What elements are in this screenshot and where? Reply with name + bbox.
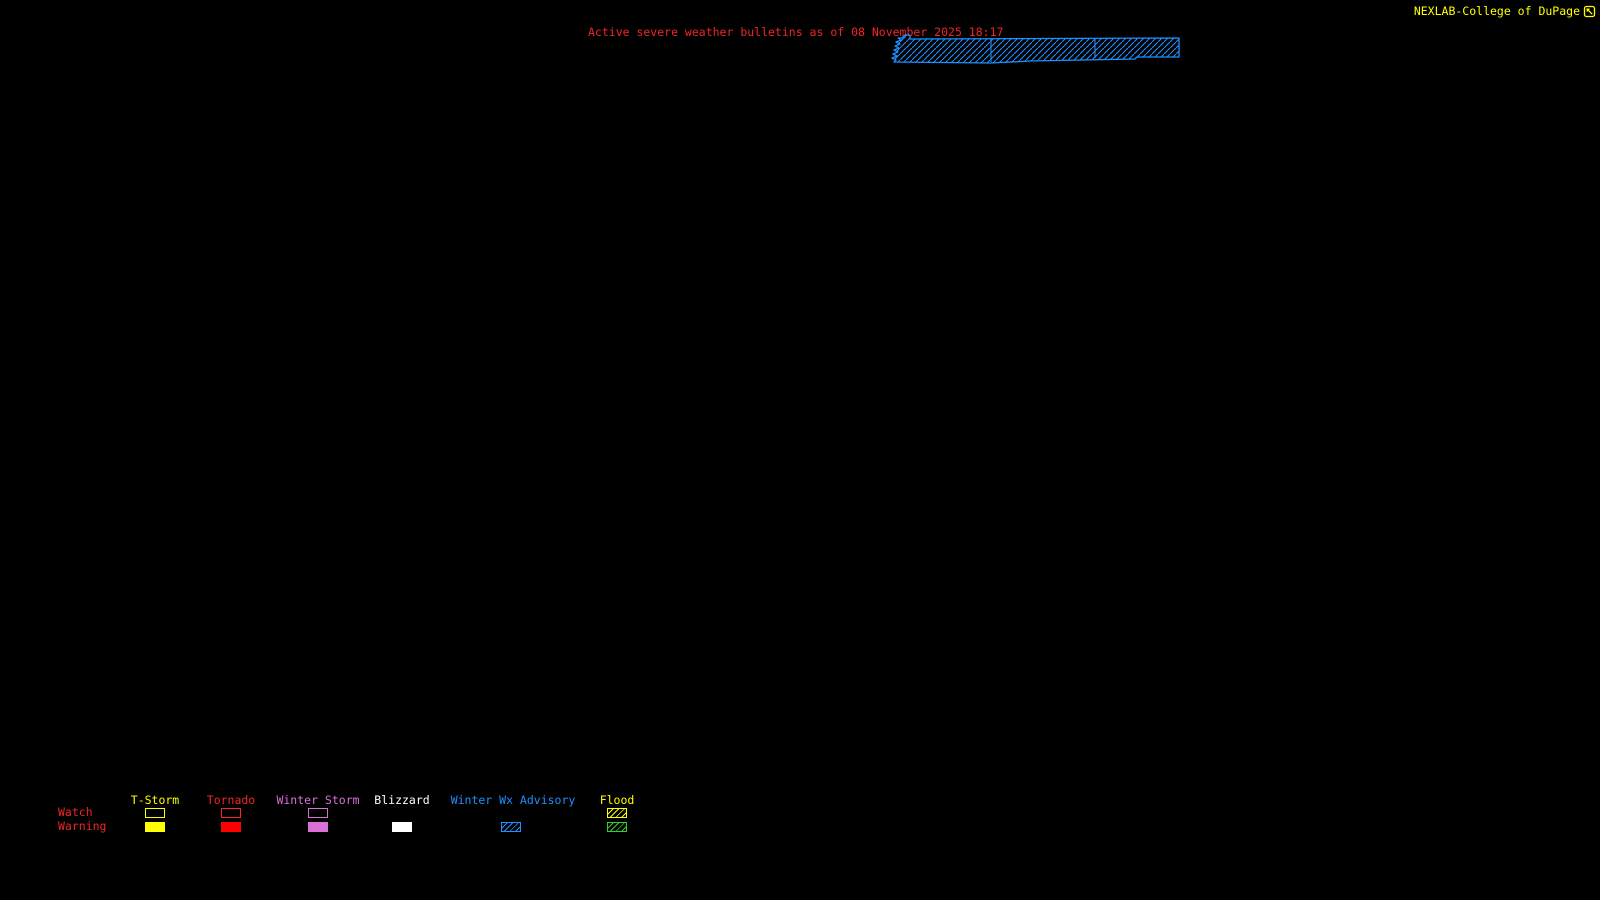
legend-swatch-winter-wx-advisory-warning bbox=[501, 822, 521, 832]
legend-label-tstorm: T-Storm bbox=[130, 793, 180, 807]
legend-swatch-tstorm-warning bbox=[145, 822, 165, 832]
legend-swatch-tstorm-watch bbox=[145, 808, 165, 818]
brand-text: NEXLAB-College of DuPage bbox=[1413, 4, 1580, 19]
legend-swatch-flood-watch bbox=[607, 808, 627, 818]
legend-row-warning-label: Warning bbox=[58, 819, 107, 833]
legend-label-winter-wx-advisory: Winter Wx Advisory bbox=[450, 793, 576, 807]
legend-label-winter-storm: Winter Storm bbox=[276, 793, 360, 807]
page-title: Active severe weather bulletins as of 08 November 2025 18:17 bbox=[588, 25, 1004, 39]
legend-swatch-winter-storm-warning bbox=[308, 822, 328, 832]
legend-swatch-flood-warning bbox=[607, 822, 627, 832]
legend-swatch-tornado-watch bbox=[221, 808, 241, 818]
legend-label-flood: Flood bbox=[599, 793, 635, 807]
legend-swatch-blizzard-warning bbox=[392, 822, 412, 832]
legend-swatch-tornado-warning bbox=[221, 822, 241, 832]
legend-swatch-winter-storm-watch bbox=[308, 808, 328, 818]
legend-row-watch-label: Watch bbox=[58, 805, 93, 819]
legend-label-tornado: Tornado bbox=[206, 793, 256, 807]
legend-label-blizzard: Blizzard bbox=[374, 793, 430, 807]
winter-wx-advisory-region[interactable] bbox=[892, 35, 1179, 63]
